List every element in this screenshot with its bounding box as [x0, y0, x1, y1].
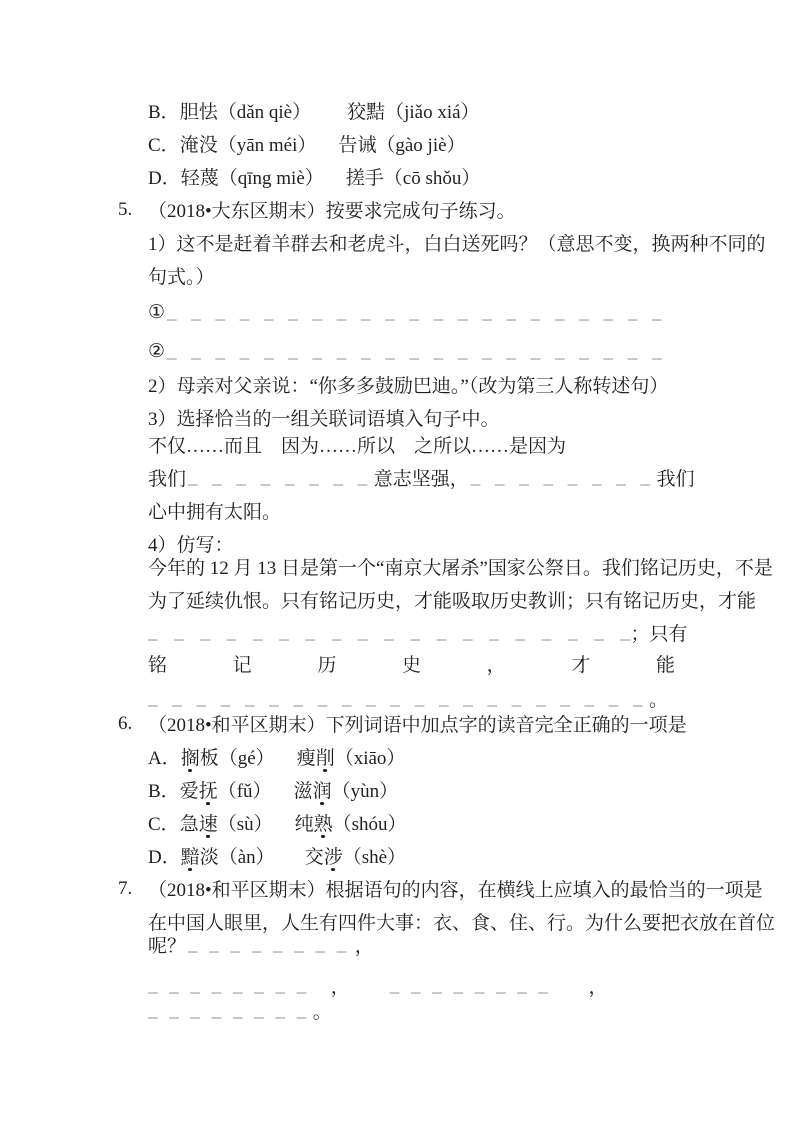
option-word: 轻蔑（qīng miè） — [180, 168, 324, 189]
dotted-char: 熟 — [313, 814, 333, 835]
option-row-c — [118, 806, 675, 839]
question-6-header — [118, 707, 687, 740]
dotted-char: 润 — [312, 781, 332, 802]
blank-underscores: _ _ _ _ _ _ _ _ _ _ _ _ _ _ _ _ _ _ _ _ _ — [167, 301, 663, 323]
option-word: 告诫（gào jiè） — [338, 135, 466, 156]
dotted-char: 削 — [315, 748, 335, 769]
question-number: 5. — [118, 198, 133, 220]
option-word: 狡黠（jiǎo xiá） — [347, 102, 480, 123]
option-word: 交涉（shè） — [304, 847, 407, 868]
blank-underscores: _ _ _ _ _ _ _ _ — [389, 974, 549, 996]
option-word: 胆怯（dǎn qiè） — [179, 102, 312, 123]
option-label: C． — [148, 814, 180, 835]
q5-part3: 3）选择恰当的一组关联词语填入句子中。 — [148, 409, 500, 430]
dotted-char: 黯 — [180, 847, 200, 868]
option-word: 搁板（gé） — [180, 748, 275, 769]
question-title: （2018•和平区期末）根据语句的内容，在横线上应填入的最恰当的一项是 — [148, 880, 763, 901]
blank-underscores: _ _ _ _ _ _ _ _ — [148, 999, 307, 1021]
blank-underscores: _ _ _ _ _ _ _ _ _ _ _ _ _ _ _ _ _ _ _ _ _ — [148, 687, 643, 709]
option-row-d — [118, 839, 675, 872]
question-7-header — [118, 872, 763, 905]
dotted-char: 抚 — [198, 781, 218, 802]
q5-passage-line1: 今年的 12 月 13 日是第一个“南京大屠杀”国家公祭日。我们铭记历史，不是 — [148, 558, 773, 579]
blank-underscores: _ _ _ _ _ _ _ _ — [188, 466, 368, 488]
option-label: D． — [148, 168, 181, 189]
option-row-d — [118, 160, 675, 193]
question-number: 7. — [118, 877, 133, 899]
q5-part4: 4）仿写： — [148, 535, 234, 556]
question-number: 6. — [118, 712, 133, 734]
dotted-char: 速 — [198, 814, 218, 835]
dotted-char: 搁 — [180, 748, 200, 769]
q5-answer-blank-1 — [118, 296, 675, 329]
option-label: B． — [148, 102, 180, 123]
q5-passage-line2: 为了延续仇恨。只有铭记历史，才能吸取历史教训；只有铭记历史，才能 — [148, 591, 757, 612]
blank-underscores: _ _ _ _ _ _ _ _ _ _ _ _ _ _ _ _ _ _ _ — [148, 621, 631, 643]
q7-passage: 在中国人眼里，人生有四件大事：衣、食、住、行。为什么要把衣放在首位 — [148, 913, 776, 934]
option-word: 爱抚（fǔ） — [179, 781, 272, 802]
blank-underscores: _ _ _ _ _ _ _ _ — [148, 974, 307, 996]
q5-part2: 2）母亲对父亲说：“你多多鼓励巴迪。”（改为第三人称转述句） — [148, 376, 669, 397]
circled-number-2: ② — [148, 341, 166, 362]
option-word: 搓手（cō shǒu） — [345, 168, 481, 189]
option-row-b — [118, 773, 675, 806]
option-word: 纯熟（shóu） — [294, 814, 407, 835]
question-5-header — [118, 193, 675, 226]
option-word: 急速（sù） — [179, 814, 273, 835]
q5-part1-line2: 句式。） — [148, 267, 215, 288]
q7-blank-line3: _ _ _ _ _ _ _ _ 。 — [148, 999, 332, 1023]
q7-blank-line2: _ _ _ _ _ _ _ _ ， _ _ _ _ _ _ _ _ ， — [148, 974, 608, 998]
q7-blank-line1: 呢？ _ _ _ _ _ _ _ _ ， — [148, 933, 374, 957]
option-label: A． — [148, 748, 181, 769]
blank-underscores: _ _ _ _ _ _ _ _ — [188, 933, 347, 955]
q5-passage-blank-line1: _ _ _ _ _ _ _ _ _ _ _ _ _ _ _ _ _ _ _ ；只有 — [148, 621, 688, 645]
option-row-b — [118, 94, 675, 127]
option-row-a — [118, 740, 675, 773]
q5-part1-line1: 1）这不是赶着羊群去和老虎斗，白白送死吗？（意思不变，换两种不同的 — [148, 234, 766, 255]
worksheet-content — [118, 94, 776, 1027]
question-title: （2018•和平区期末）下列词语中加点字的读音完全正确的一项是 — [148, 715, 687, 736]
q5-conjunction-options: 不仅……而且 因为……所以 之所以……是因为 — [148, 436, 567, 457]
option-label: D． — [148, 847, 181, 868]
option-word: 黯淡（àn） — [180, 847, 275, 868]
option-row-c — [118, 127, 675, 160]
blank-underscores: _ _ _ _ _ _ _ _ _ _ _ _ _ _ _ _ _ _ _ _ _ — [167, 340, 663, 362]
dotted-char: 涉 — [323, 847, 343, 868]
option-word: 滋润（yùn） — [293, 781, 399, 802]
option-label: C． — [148, 135, 180, 156]
option-word: 瘦削（xiāo） — [296, 748, 406, 769]
option-word: 淹没（yān méi） — [179, 135, 317, 156]
blank-underscores: _ _ _ _ _ _ _ _ — [470, 466, 651, 488]
q5-passage-blank-line2: _ _ _ _ _ _ _ _ _ _ _ _ _ _ _ _ _ _ _ _ _ 。 — [148, 687, 669, 711]
q5-fill-line2: 心中拥有太阳。 — [148, 502, 282, 523]
question-title: （2018•大东区期末）按要求完成句子练习。 — [148, 201, 516, 222]
q5-justified-line: 铭记历史，才能 — [148, 655, 675, 676]
q5-fill-line: 我们 _ _ _ _ _ _ _ _ 意志坚强， _ _ _ _ _ _ _ _ 我们 — [148, 466, 695, 490]
option-label: B． — [148, 781, 180, 802]
q5-answer-blank-2 — [118, 335, 675, 368]
circled-number-1: ① — [148, 302, 166, 323]
